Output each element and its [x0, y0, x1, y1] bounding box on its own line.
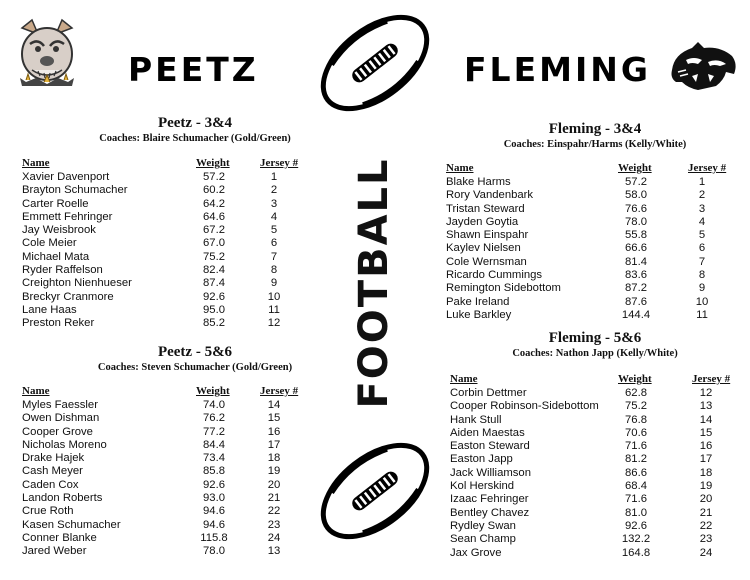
player-weight: 92.6: [625, 519, 647, 532]
player-name: Xavier Davenport: [22, 171, 110, 183]
player-weight: 132.2: [621, 533, 651, 546]
player-jersey: 18: [267, 452, 281, 465]
player-weight: 55.8: [625, 229, 647, 242]
player-row: [22, 505, 322, 518]
player-row: [22, 317, 322, 330]
football-icon-bottom: [310, 436, 440, 546]
player-jersey: 23: [699, 533, 713, 546]
section-title: Peetz - 5&6: [157, 344, 233, 360]
player-weight: 60.2: [203, 184, 225, 197]
player-row: [22, 479, 322, 492]
player-row: [22, 492, 322, 505]
player-jersey: 13: [267, 545, 281, 558]
header-weight: Weight: [196, 157, 230, 169]
player-row: [22, 224, 322, 237]
vertical-football-label: FOOTBALL: [351, 157, 397, 409]
player-jersey: 17: [267, 438, 281, 451]
player-row: [22, 198, 322, 211]
player-row: [450, 467, 750, 480]
player-row: [22, 465, 322, 478]
player-name: Michael Mata: [22, 250, 90, 263]
player-jersey: 2: [698, 189, 706, 202]
player-jersey: 14: [699, 413, 713, 426]
player-name: Shawn Einspahr: [446, 229, 529, 242]
player-row: [450, 400, 750, 413]
player-weight: 94.6: [203, 518, 225, 531]
player-name: Jared Weber: [22, 545, 87, 558]
section-title: Fleming - 5&6: [548, 330, 642, 346]
player-weight: 85.8: [203, 465, 225, 478]
player-weight: 92.6: [203, 478, 225, 491]
player-row: [22, 184, 322, 197]
player-name: Caden Cox: [22, 478, 79, 491]
header-name: Name: [450, 373, 478, 385]
player-jersey: 24: [699, 546, 713, 559]
player-weight: 73.4: [203, 452, 225, 465]
football-icon-top: [310, 8, 440, 118]
player-name: Lane Haas: [22, 303, 77, 316]
player-jersey: 22: [267, 505, 281, 518]
player-jersey: 18: [699, 466, 713, 479]
header-jersey: Jersey #: [260, 157, 299, 169]
player-weight: 67.0: [203, 237, 225, 250]
player-weight: 83.6: [625, 269, 647, 282]
player-row: [22, 426, 322, 439]
player-row: [446, 309, 746, 322]
header-jersey: Jersey #: [260, 385, 299, 397]
player-weight: 67.2: [203, 224, 225, 237]
header-name: Name: [22, 157, 50, 169]
player-row: [446, 242, 746, 255]
player-name: Izaac Fehringer: [450, 493, 529, 506]
player-row: [450, 414, 750, 427]
player-row: [22, 237, 322, 250]
player-name: Sean Champ: [450, 533, 516, 546]
player-row: [450, 427, 750, 440]
player-row: [446, 176, 746, 189]
player-row: [450, 533, 750, 546]
player-weight: 84.4: [203, 438, 225, 451]
player-weight: 93.0: [203, 492, 225, 505]
player-row: [450, 453, 750, 466]
player-row: [446, 256, 746, 269]
player-jersey: 3: [270, 197, 278, 210]
player-weight: 64.2: [203, 197, 225, 210]
player-weight: 66.6: [625, 242, 647, 255]
header-weight: Weight: [618, 373, 652, 385]
player-jersey: 9: [698, 282, 706, 295]
player-name: Cooper Grove: [22, 425, 93, 438]
header-name: Name: [22, 385, 50, 397]
player-name: Nicholas Moreno: [22, 438, 107, 451]
bulldog-mascot-icon: [14, 16, 80, 88]
player-row: [22, 412, 322, 425]
player-row: [22, 532, 322, 545]
player-row: [446, 216, 746, 229]
player-name: Jayden Goytia: [446, 215, 519, 228]
player-name: Brayton Schumacher: [22, 184, 128, 197]
player-row: [22, 264, 322, 277]
player-row: [446, 203, 746, 216]
player-row: [450, 480, 750, 493]
player-name: Blake Harms: [446, 176, 511, 188]
player-jersey: 7: [270, 250, 278, 263]
player-row: [22, 439, 322, 452]
player-jersey: 7: [698, 255, 706, 268]
coaches-line: Coaches: Blaire Schumacher (Gold/Green): [99, 133, 291, 144]
player-weight: 87.4: [203, 277, 225, 290]
player-name: Luke Barkley: [446, 308, 512, 321]
player-name: Easton Steward: [450, 440, 530, 453]
player-name: Landon Roberts: [22, 492, 103, 505]
player-name: Cole Wernsman: [446, 255, 527, 268]
player-row: [22, 452, 322, 465]
header-jersey: Jersey #: [688, 162, 727, 174]
player-name: Cooper Robinson-Sidebottom: [450, 400, 599, 413]
player-weight: 74.0: [203, 399, 225, 411]
player-name: Emmett Fehringer: [22, 210, 113, 223]
player-weight: 87.2: [625, 282, 647, 295]
player-name: Aiden Maestas: [450, 426, 525, 439]
player-name: Owen Dishman: [22, 412, 100, 425]
player-weight: 77.2: [203, 425, 225, 438]
section-title: Peetz - 3&4: [157, 115, 233, 131]
player-jersey: 21: [699, 506, 713, 519]
player-jersey: 6: [698, 242, 706, 255]
player-jersey: 16: [699, 440, 713, 453]
wildcat-mascot-icon: [668, 40, 740, 92]
player-weight: 76.2: [203, 412, 225, 425]
player-weight: 64.6: [203, 210, 225, 223]
player-weight: 76.8: [625, 413, 647, 426]
header-weight: Weight: [618, 162, 652, 174]
player-row: [22, 304, 322, 317]
player-jersey: 6: [270, 237, 278, 250]
player-jersey: 10: [695, 295, 709, 308]
player-row: [446, 269, 746, 282]
player-jersey: 9: [270, 277, 278, 290]
player-weight: 76.6: [625, 202, 647, 215]
player-jersey: 8: [698, 269, 706, 282]
player-row: [22, 519, 322, 532]
player-jersey: 15: [267, 412, 281, 425]
player-weight: 57.2: [625, 176, 647, 188]
player-jersey: 20: [699, 493, 713, 506]
player-weight: 62.8: [625, 387, 647, 399]
player-name: Carter Roelle: [22, 197, 89, 210]
header-name: Name: [446, 162, 474, 174]
player-name: Tristan Steward: [446, 202, 525, 215]
coaches-line: Coaches: Steven Schumacher (Gold/Green): [97, 362, 293, 373]
player-row: [22, 399, 322, 412]
player-row: [446, 189, 746, 202]
roster-header: [446, 162, 746, 176]
player-weight: 70.6: [625, 426, 647, 439]
player-weight: 75.2: [203, 250, 225, 263]
player-jersey: 12: [267, 317, 281, 330]
player-name: Cash Meyer: [22, 465, 83, 478]
section-title: Fleming - 3&4: [548, 121, 642, 137]
player-name: Easton Japp: [450, 453, 513, 466]
player-name: Bentley Chavez: [450, 506, 530, 519]
player-jersey: 5: [270, 224, 278, 237]
player-row: [450, 520, 750, 533]
player-weight: 164.8: [621, 546, 651, 559]
player-row: [22, 211, 322, 224]
player-jersey: 10: [267, 290, 281, 303]
player-weight: 87.6: [625, 295, 647, 308]
player-weight: 82.4: [203, 264, 225, 277]
player-jersey: 20: [267, 478, 281, 491]
player-weight: 115.8: [200, 531, 228, 544]
player-jersey: 17: [699, 453, 713, 466]
player-row: [450, 547, 750, 560]
player-jersey: 1: [698, 176, 706, 188]
player-name: Creighton Nienhueser: [22, 277, 132, 290]
player-name: Remington Sidebottom: [446, 282, 561, 295]
player-name: Rory Vandenbark: [446, 189, 534, 202]
roster-table: [446, 162, 746, 322]
player-row: [450, 387, 750, 400]
player-jersey: 23: [267, 518, 281, 531]
player-row: [450, 493, 750, 506]
player-jersey: 13: [699, 400, 713, 413]
player-weight: 81.0: [625, 506, 647, 519]
player-weight: 94.6: [203, 505, 225, 518]
player-weight: 75.2: [625, 400, 647, 413]
player-name: Kaylev Nielsen: [446, 242, 521, 255]
player-name: Kol Herskind: [450, 480, 515, 493]
player-name: Preston Reker: [22, 317, 95, 330]
player-jersey: 22: [699, 519, 713, 532]
player-jersey: 24: [267, 531, 281, 544]
player-row: [446, 282, 746, 295]
player-weight: 78.0: [203, 545, 225, 558]
player-row: [450, 507, 750, 520]
roster-header: [22, 157, 322, 171]
player-weight: 92.6: [203, 290, 225, 303]
player-weight: 144.4: [621, 308, 651, 321]
coaches-line: Coaches: Einspahr/Harms (Kelly/White): [503, 139, 687, 150]
player-jersey: 11: [696, 308, 708, 321]
roster-header: [22, 385, 322, 399]
player-row: [450, 440, 750, 453]
player-name: Jack Williamson: [450, 466, 531, 479]
player-name: Drake Hajek: [22, 452, 85, 465]
player-name: Ryder Raffelson: [22, 264, 103, 277]
player-name: Rydley Swan: [450, 519, 516, 532]
player-name: Jax Grove: [450, 546, 502, 559]
player-name: Cole Meier: [22, 237, 77, 250]
player-jersey: 4: [698, 215, 706, 228]
right-team-name: FLEMING: [464, 50, 651, 89]
player-row: [446, 229, 746, 242]
player-weight: 71.6: [625, 440, 647, 453]
player-row: [22, 171, 322, 184]
roster-table: [450, 373, 750, 560]
player-row: [22, 277, 322, 290]
player-jersey: 21: [267, 492, 281, 505]
player-row: [446, 296, 746, 309]
player-name: Breckyr Cranmore: [22, 290, 114, 303]
player-jersey: 5: [698, 229, 706, 242]
player-name: Jay Weisbrook: [22, 224, 96, 237]
player-weight: 71.6: [625, 493, 647, 506]
player-jersey: 3: [698, 202, 706, 215]
player-weight: 58.0: [625, 189, 647, 202]
player-weight: 81.2: [625, 453, 647, 466]
player-name: Myles Faessler: [22, 399, 98, 411]
player-weight: 85.2: [203, 317, 225, 330]
player-jersey: 12: [699, 387, 713, 399]
player-jersey: 11: [268, 303, 280, 316]
header-jersey: Jersey #: [692, 373, 731, 385]
player-weight: 95.0: [203, 303, 225, 316]
player-row: [22, 291, 322, 304]
player-name: Crue Roth: [22, 505, 74, 518]
left-team-name: PEETZ: [128, 50, 259, 89]
player-name: Conner Blanke: [22, 531, 97, 544]
player-row: [22, 251, 322, 264]
player-weight: 81.4: [625, 255, 647, 268]
player-jersey: 14: [267, 399, 281, 411]
vertical-football-text: [352, 118, 396, 448]
player-name: Kasen Schumacher: [22, 518, 121, 531]
player-jersey: 1: [270, 171, 278, 183]
player-name: Hank Stull: [450, 413, 502, 426]
player-weight: 68.4: [625, 480, 647, 493]
header-weight: Weight: [196, 385, 230, 397]
player-jersey: 19: [267, 465, 281, 478]
player-jersey: 16: [267, 425, 281, 438]
player-jersey: 19: [699, 480, 713, 493]
player-weight: 86.6: [625, 466, 647, 479]
roster-table: [22, 385, 322, 559]
player-jersey: 15: [699, 426, 713, 439]
player-jersey: 8: [270, 264, 278, 277]
player-weight: 57.2: [203, 171, 225, 183]
roster-table: [22, 157, 322, 331]
roster-header: [450, 373, 750, 387]
player-name: Pake Ireland: [446, 295, 510, 308]
player-name: Corbin Dettmer: [450, 387, 527, 399]
player-jersey: 4: [270, 210, 278, 223]
player-name: Ricardo Cummings: [446, 269, 543, 282]
player-row: [22, 545, 322, 558]
player-jersey: 2: [270, 184, 278, 197]
player-weight: 78.0: [625, 215, 647, 228]
coaches-line: Coaches: Nathon Japp (Kelly/White): [512, 348, 678, 359]
